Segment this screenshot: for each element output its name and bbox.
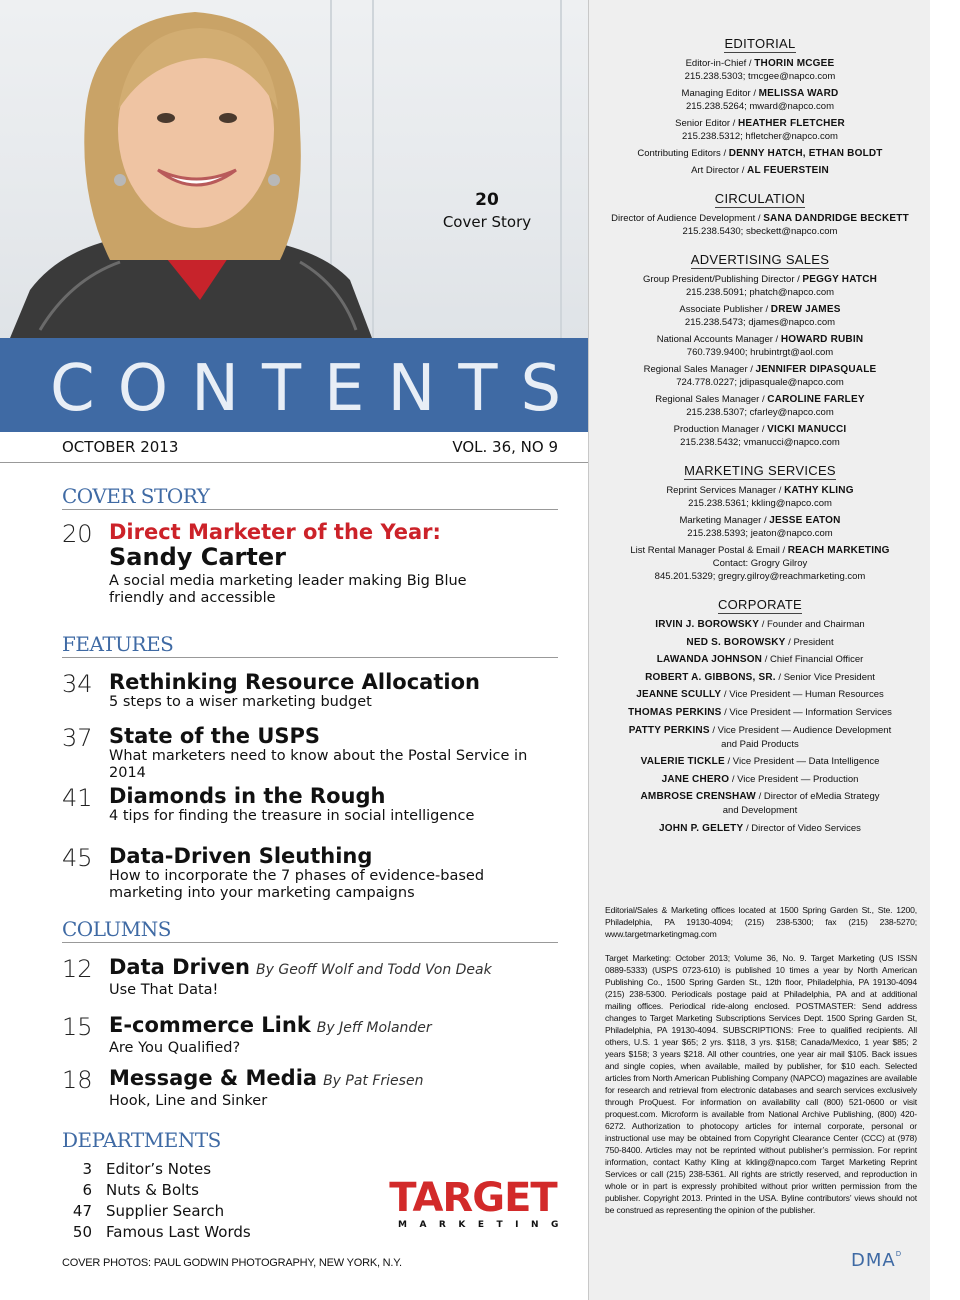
- entry-page-number: 34: [62, 670, 93, 698]
- staff-name: KATHY KLING: [784, 485, 854, 496]
- staff-contact: 215.238.5361; kkling@napco.com: [688, 498, 832, 509]
- staff-contact: 845.201.5329; gregry.gilroy@reachmarketing.com: [654, 571, 866, 582]
- staff-contact: 215.238.5264; mward@napco.com: [685, 101, 834, 112]
- portrait-image: [0, 0, 588, 338]
- department-item[interactable]: [62, 1160, 302, 1181]
- dma-logo: $DMA^D$: [851, 1250, 903, 1271]
- staff-contact: 215.238.5432; vmanucci@napco.com: [680, 437, 840, 448]
- department-title: Famous Last Words: [106, 1223, 251, 1241]
- staff-name: REACH MARKETING: [787, 545, 890, 556]
- feature-dek: How to incorporate the 7 phases of evidence-based marketing into your marketing campaigns: [109, 868, 485, 901]
- entry-page-number: 45: [62, 844, 93, 872]
- staff-name: AMBROSE CRENSHAW: [640, 791, 756, 803]
- staff-contact: 215.238.5473; djames@napco.com: [684, 317, 836, 328]
- feature-dek: What marketers need to know about the Postal Service in 2014: [109, 748, 528, 781]
- department-title: Nuts & Bolts: [106, 1181, 199, 1199]
- staff-name: MELISSA WARD: [758, 88, 839, 99]
- divider: [0, 462, 588, 463]
- department-page: 6: [82, 1181, 92, 1199]
- department-item[interactable]: [62, 1223, 302, 1244]
- section-heading-features: FEATURES: [62, 632, 558, 658]
- department-page: 50: [72, 1223, 92, 1241]
- cover-story-title: Sandy Carter: [109, 543, 286, 571]
- masthead-heading-editorial: EDITORIAL: [724, 36, 796, 51]
- section-heading-columns: COLUMNS: [62, 917, 558, 943]
- section-heading-cover-story: COVER STORY: [62, 484, 558, 510]
- feature-title: State of the USPS: [109, 724, 321, 748]
- cover-story-dek: A social media marketing leader making Big Blue friendly and accessible: [109, 573, 467, 606]
- feature-title: Diamonds in the Rough: [109, 784, 386, 808]
- staff-name: CAROLINE FARLEY: [767, 394, 865, 405]
- feature-title: Data-Driven Sleuthing: [109, 844, 373, 868]
- cover-story-entry[interactable]: [62, 520, 562, 610]
- staff-contact: 215.238.5091; phatch@napco.com: [685, 287, 835, 298]
- staff-name: DENNY HATCH, ETHAN BOLDT: [728, 148, 883, 159]
- staff-name: SANA DANDRIDGE BECKETT: [763, 213, 909, 224]
- staff-name: HOWARD RUBIN: [780, 334, 864, 345]
- entry-page-number: 20: [62, 520, 93, 548]
- departments-list: [62, 1160, 302, 1244]
- column-title: E-commerce Link: [109, 1013, 311, 1037]
- cover-photo-credits: COVER PHOTOS: PAUL GODWIN PHOTOGRAPHY, NEW YORK, N.Y.: [62, 1257, 402, 1269]
- column-dek: Are You Qualified?: [109, 1040, 241, 1056]
- staff-name: NED S. BOROWSKY: [686, 636, 786, 648]
- staff-name: JANE CHERO: [661, 773, 730, 785]
- staff-name: JEANNE SCULLY: [636, 689, 722, 701]
- staff-name: THORIN MCGEE: [754, 58, 835, 69]
- staff-name: ROBERT A. GIBBONS, SR.: [645, 671, 776, 683]
- cover-story-callout[interactable]: [432, 190, 542, 231]
- staff-name: PATTY PERKINS: [628, 724, 710, 736]
- department-item[interactable]: [62, 1181, 302, 1202]
- contents-banner: [0, 338, 588, 432]
- feature-dek: 4 tips for finding the treasure in social intelligence: [109, 808, 475, 824]
- staff-name: LAWANDA JOHNSON: [656, 654, 763, 666]
- department-item[interactable]: [62, 1202, 302, 1223]
- staff-name: VICKI MANUCCI: [767, 424, 847, 435]
- staff-name: VALERIE TICKLE: [640, 756, 725, 768]
- staff-contact: 760.739.9400; hrubintrgt@aol.com: [686, 347, 834, 358]
- legal-notice: Target Marketing: October 2013; Volume 36, No. 9. Target Marketing (US ISSN 0889-5333) (USPS 0723-610) is published 10 times a year by North American Publishing Co., 1500 Spring Garden St., 12th floor, Philadelphia, PA 19130-4094 (215) 238-5300. Periodicals postage paid at Philadelphia, PA and at additional mailing offices. Periodical ride-along enclosed. POSTMASTER: Send address changes to Target Marketing Subscriptions Services Dept. 1500 Spring Garden St, Philadelphia, PA 19130-4094. SUBSCRIPTIONS: Free to qualified recipients. All others, U.S. 1 year $65; 2 yrs. $118, 3 yrs. $158; Canada/Mexico, 1 year $85; 2 years $158; 3 years $218. All other countries, one year air mail $105. Back issues and single copies, when available, mailed by publisher, for $10 each. Selected articles from North American Publishing Company (NAPCO) magazines are available for research and retrieval from electronic databases and search services exclusively through ProQuest. For information on availability call (800) 521-0600 or visit proquest.com. Microform is available from National Archive Publishing, (800) 420-6272. Authorization to photocopy articles for internal corporate, personal or instructional use may be obtained from Copyright Clearance Center (CCC) at (978) 750-8400. Articles may not be reprinted without publisher’s permission. For reprint information, contact Kathy Kling at kkling@napco.com Target Marketing Reprint Services or call (215) 238-5361. All rights are strictly reserved, and reproduction in whole or in part is expressly prohibited without prior written permission from the publisher. Copyright 2013. Printed in the USA. Byline contributors’ views should not be construed as representing the opinion of the publisher.: [605, 953, 917, 1215]
- column-dek: Hook, Line and Sinker: [109, 1093, 268, 1109]
- staff-name: JESSE EATON: [769, 515, 841, 526]
- staff-name: AL FEUERSTEIN: [747, 165, 829, 176]
- column-byline: By Jeff Molander: [316, 1020, 432, 1036]
- entry-page-number: 12: [62, 955, 93, 983]
- offices-info: Editorial/Sales & Marketing offices located at 1500 Spring Garden St., Ste. 1200, Philadelphia, PA 19130-4094; (215) 238-5300; fax (215) 238-5270; www.targetmarketingmag.com: [605, 905, 917, 939]
- staff-name: THOMAS PERKINS: [628, 706, 722, 718]
- staff-contact: 215.238.5303; tmcgee@napco.com: [684, 71, 836, 82]
- department-page: 47: [72, 1202, 92, 1220]
- issue-date: OCTOBER 2013: [62, 438, 179, 456]
- department-page: 3: [82, 1160, 92, 1178]
- feature-title: Rethinking Resource Allocation: [109, 670, 480, 694]
- department-title: Editor’s Notes: [106, 1160, 212, 1178]
- staff-contact: Contact: Grogry Gilroy: [712, 558, 808, 569]
- masthead-heading-corporate: CORPORATE: [717, 597, 803, 612]
- cover-photo: [0, 0, 588, 338]
- staff-name: JENNIFER DIPASQUALE: [755, 364, 877, 375]
- staff-contact: 215.238.5307; cfarley@napco.com: [686, 407, 834, 418]
- entry-page-number: 18: [62, 1066, 93, 1094]
- contents-title: CONTENTS: [50, 352, 585, 426]
- staff-name: JOHN P. GELETY: [659, 822, 744, 834]
- column-title: Data Driven: [109, 955, 250, 979]
- column-dek: Use That Data!: [109, 982, 219, 998]
- entry-page-number: 37: [62, 724, 93, 752]
- masthead-heading-circulation: CIRCULATION: [714, 191, 806, 206]
- corporate-list: IRVIN J. BOROWSKY / Founder and Chairman NED S. BOROWSKY / President LAWANDA JOHNSON / Chief Financial Officer ROBERT A. GIBBONS, SR. / Senior Vice President JEANNE SCULLY / Vice President — Human Resources THOMAS PERKINS / Vice President — Information Services PATTY PERKINS / Vice President — Audience Development and Paid Products VALERIE TICKLE / Vice President — Data Intelligence JANE CHERO / Vice President — Production AMBROSE CRENSHAW / Director of eMedia Strategy and Development JOHN P. GELETY / Director of Video Services: [628, 619, 892, 834]
- issue-dateline: [62, 438, 558, 462]
- staff-name: PEGGY HATCH: [802, 274, 878, 285]
- department-title: Supplier Search: [106, 1202, 225, 1220]
- column-byline: By Geoff Wolf and Todd Von Deak: [256, 962, 492, 978]
- entry-page-number: 15: [62, 1013, 93, 1041]
- masthead: EDITORIAL Editor-in-Chief / THORIN MCGEE 215.238.5303; tmcgee@napco.com Managing Editor / MELISSA WARD 215.238.5264; mward@napco.com Senior Editor / HEATHER FLETCHER 215.238.5312; hfletcher@napco.com Contributing Editors / DENNY HATCH, ETHAN BOLDT Art Director / AL FEUERSTEIN CIRCULATION Director of Audience Development / SANA DANDRIDGE BECKETT 215.238.5430; sbeckett@napco.com ADVERTISING SALES Group President/Publishing Director / PEGGY HATCH 215.238.5091; phatch@napco.com Associate Publisher / DREW JAMES 215.238.5473; djames@napco.com National Accounts Manager / HOWARD RUBIN 760.739.9400; hrubintrgt@aol.com Regional Sales Manager / JENNIFER DIPASQUALE 724.778.0227; jdipasquale@napco.com Regional Sales Manager / CAROLINE FARLEY 215.238.5307; cfarley@napco.com Production Manager / VICKI MANUCCI 215.238.5432; vmanucci@napco.com MARKETING SERVICES Reprint Services Manager / KATHY KLING 215.238.5361; kkling@napco.com Marketing Manager / JESSE EATON 215.238.5393; jeaton@napco.com List Rental Manager Postal & Email / REACH MARKETING Contact: Grogry Gilroy 845.201.5329; gregry.gilroy@reachmarketing.com CORPORATE IRVIN J. BOROWSKY / Founder and Chairman NED S. BOROWSKY / President LAWANDA JOHNSON / Chief Financial Officer ROBERT A. GIBBONS, SR. / Senior Vice President JEANNE SCULLY / Vice President — Human Resources THOMAS PERKINS / Vice President — Information Services PATTY PERKINS / Vice President — Audience Development and Paid Products VALERIE TICKLE / Vice President — Data Intelligence JANE CHERO / Vice President — Production AMBROSE CRENSHAW / Director of eMedia Strategy and Development JOHN P. GELETY / Director of Video Services: [589, 30, 931, 840]
- issue-volume: VOL. 36, NO 9: [452, 438, 558, 456]
- staff-contact: 215.238.5393; jeaton@napco.com: [687, 528, 833, 539]
- staff-name: DREW JAMES: [770, 304, 841, 315]
- staff-name: IRVIN J. BOROWSKY: [655, 619, 760, 630]
- cover-callout-page: 20: [475, 190, 499, 210]
- staff-name: HEATHER FLETCHER: [737, 118, 845, 129]
- entry-page-number: 41: [62, 784, 93, 812]
- target-marketing-logo: TARGET MARKETING: [389, 1175, 571, 1230]
- column-title: Message & Media: [109, 1066, 318, 1090]
- staff-contact: 724.778.0227; jdipasquale@napco.com: [676, 377, 844, 388]
- staff-contact: 215.238.5312; hfletcher@napco.com: [682, 131, 838, 142]
- masthead-heading-advertising: ADVERTISING SALES: [690, 252, 830, 267]
- cover-story-kicker: Direct Marketer of the Year:: [109, 520, 441, 544]
- staff-contact: 215.238.5430; sbeckett@napco.com: [682, 226, 838, 237]
- section-heading-departments: DEPARTMENTS: [62, 1128, 221, 1152]
- feature-dek: 5 steps to a wiser marketing budget: [109, 694, 372, 710]
- masthead-heading-marketing-services: MARKETING SERVICES: [684, 463, 836, 478]
- masthead-sidebar: [588, 0, 930, 1300]
- column-byline: By Pat Friesen: [323, 1073, 424, 1089]
- cover-callout-label: Cover Story: [442, 213, 532, 231]
